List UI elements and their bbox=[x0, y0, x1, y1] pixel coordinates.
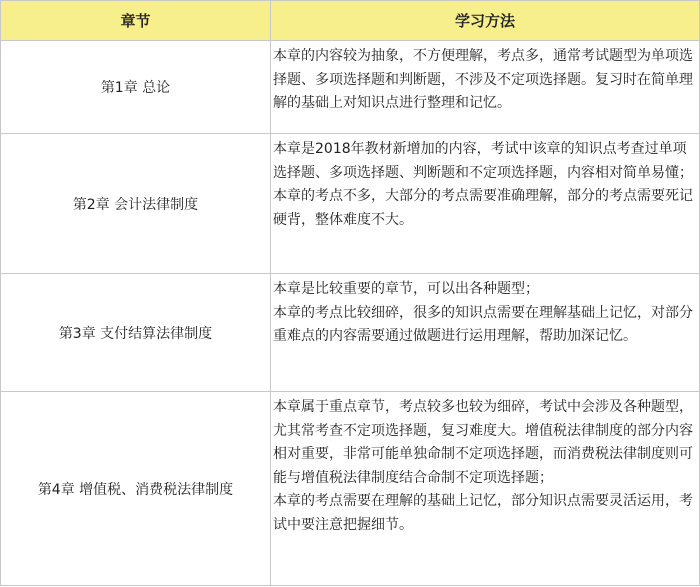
method-paragraph: 本章的考点需要在理解的基础上记忆，部分知识点需要灵活运用，考试中要注意把握细节。 bbox=[273, 493, 693, 533]
chapter-cell: 第4章 增值税、消费税法律制度 bbox=[1, 392, 271, 586]
chapter-cell: 第2章 会计法律制度 bbox=[1, 134, 271, 274]
table-row bbox=[1, 41, 700, 134]
method-cell bbox=[271, 274, 700, 392]
table-row bbox=[1, 134, 700, 274]
method-cell bbox=[271, 134, 700, 274]
method-paragraph: 本章的考点比较细碎，很多的知识点需要在理解基础上记忆，对部分重难点的内容需要通过做题进行运用理解，帮助加深记忆。 bbox=[273, 304, 693, 345]
header-chapter: 章节 bbox=[1, 1, 271, 41]
method-paragraph: 本章是比较重要的章节，可以出各种题型； bbox=[273, 281, 539, 297]
method-paragraph: 本章属于重点章节，考点较多也较为细碎，考试中会涉及各种题型，尤其常考查不定项选择题，复习难度大。增值税法律制度的部分内容相对重要，非常可能单独命制不定项选择题，而消费税法律制度则可能与增值税法律制度结合命制不定项选择题； bbox=[273, 399, 693, 486]
chapter-cell: 第3章 支付结算法律制度 bbox=[1, 274, 271, 392]
method-cell bbox=[271, 41, 700, 134]
method-paragraph: 本章的考点不多，大部分的考点需要准确理解，部分的考点需要死记硬背，整体难度不大。 bbox=[273, 188, 693, 228]
table-header-row bbox=[1, 1, 700, 41]
header-method: 学习方法 bbox=[271, 1, 700, 41]
table-row bbox=[1, 392, 700, 586]
table-row bbox=[1, 274, 700, 392]
method-paragraph: 本章是2018年教材新增加的内容，考试中该章的知识点考查过单项选择题、多项选择题、判断题和不定项选择题，内容相对简单易懂； bbox=[273, 141, 693, 181]
method-paragraph: 本章的内容较为抽象，不方便理解，考点多，通常考试题型为单项选择题、多项选择题和判断题，不涉及不定项选择题。复习时在简单理解的基础上对知识点进行整理和记忆。 bbox=[273, 48, 693, 112]
chapter-cell: 第1章 总论 bbox=[1, 41, 271, 134]
method-cell bbox=[271, 392, 700, 586]
